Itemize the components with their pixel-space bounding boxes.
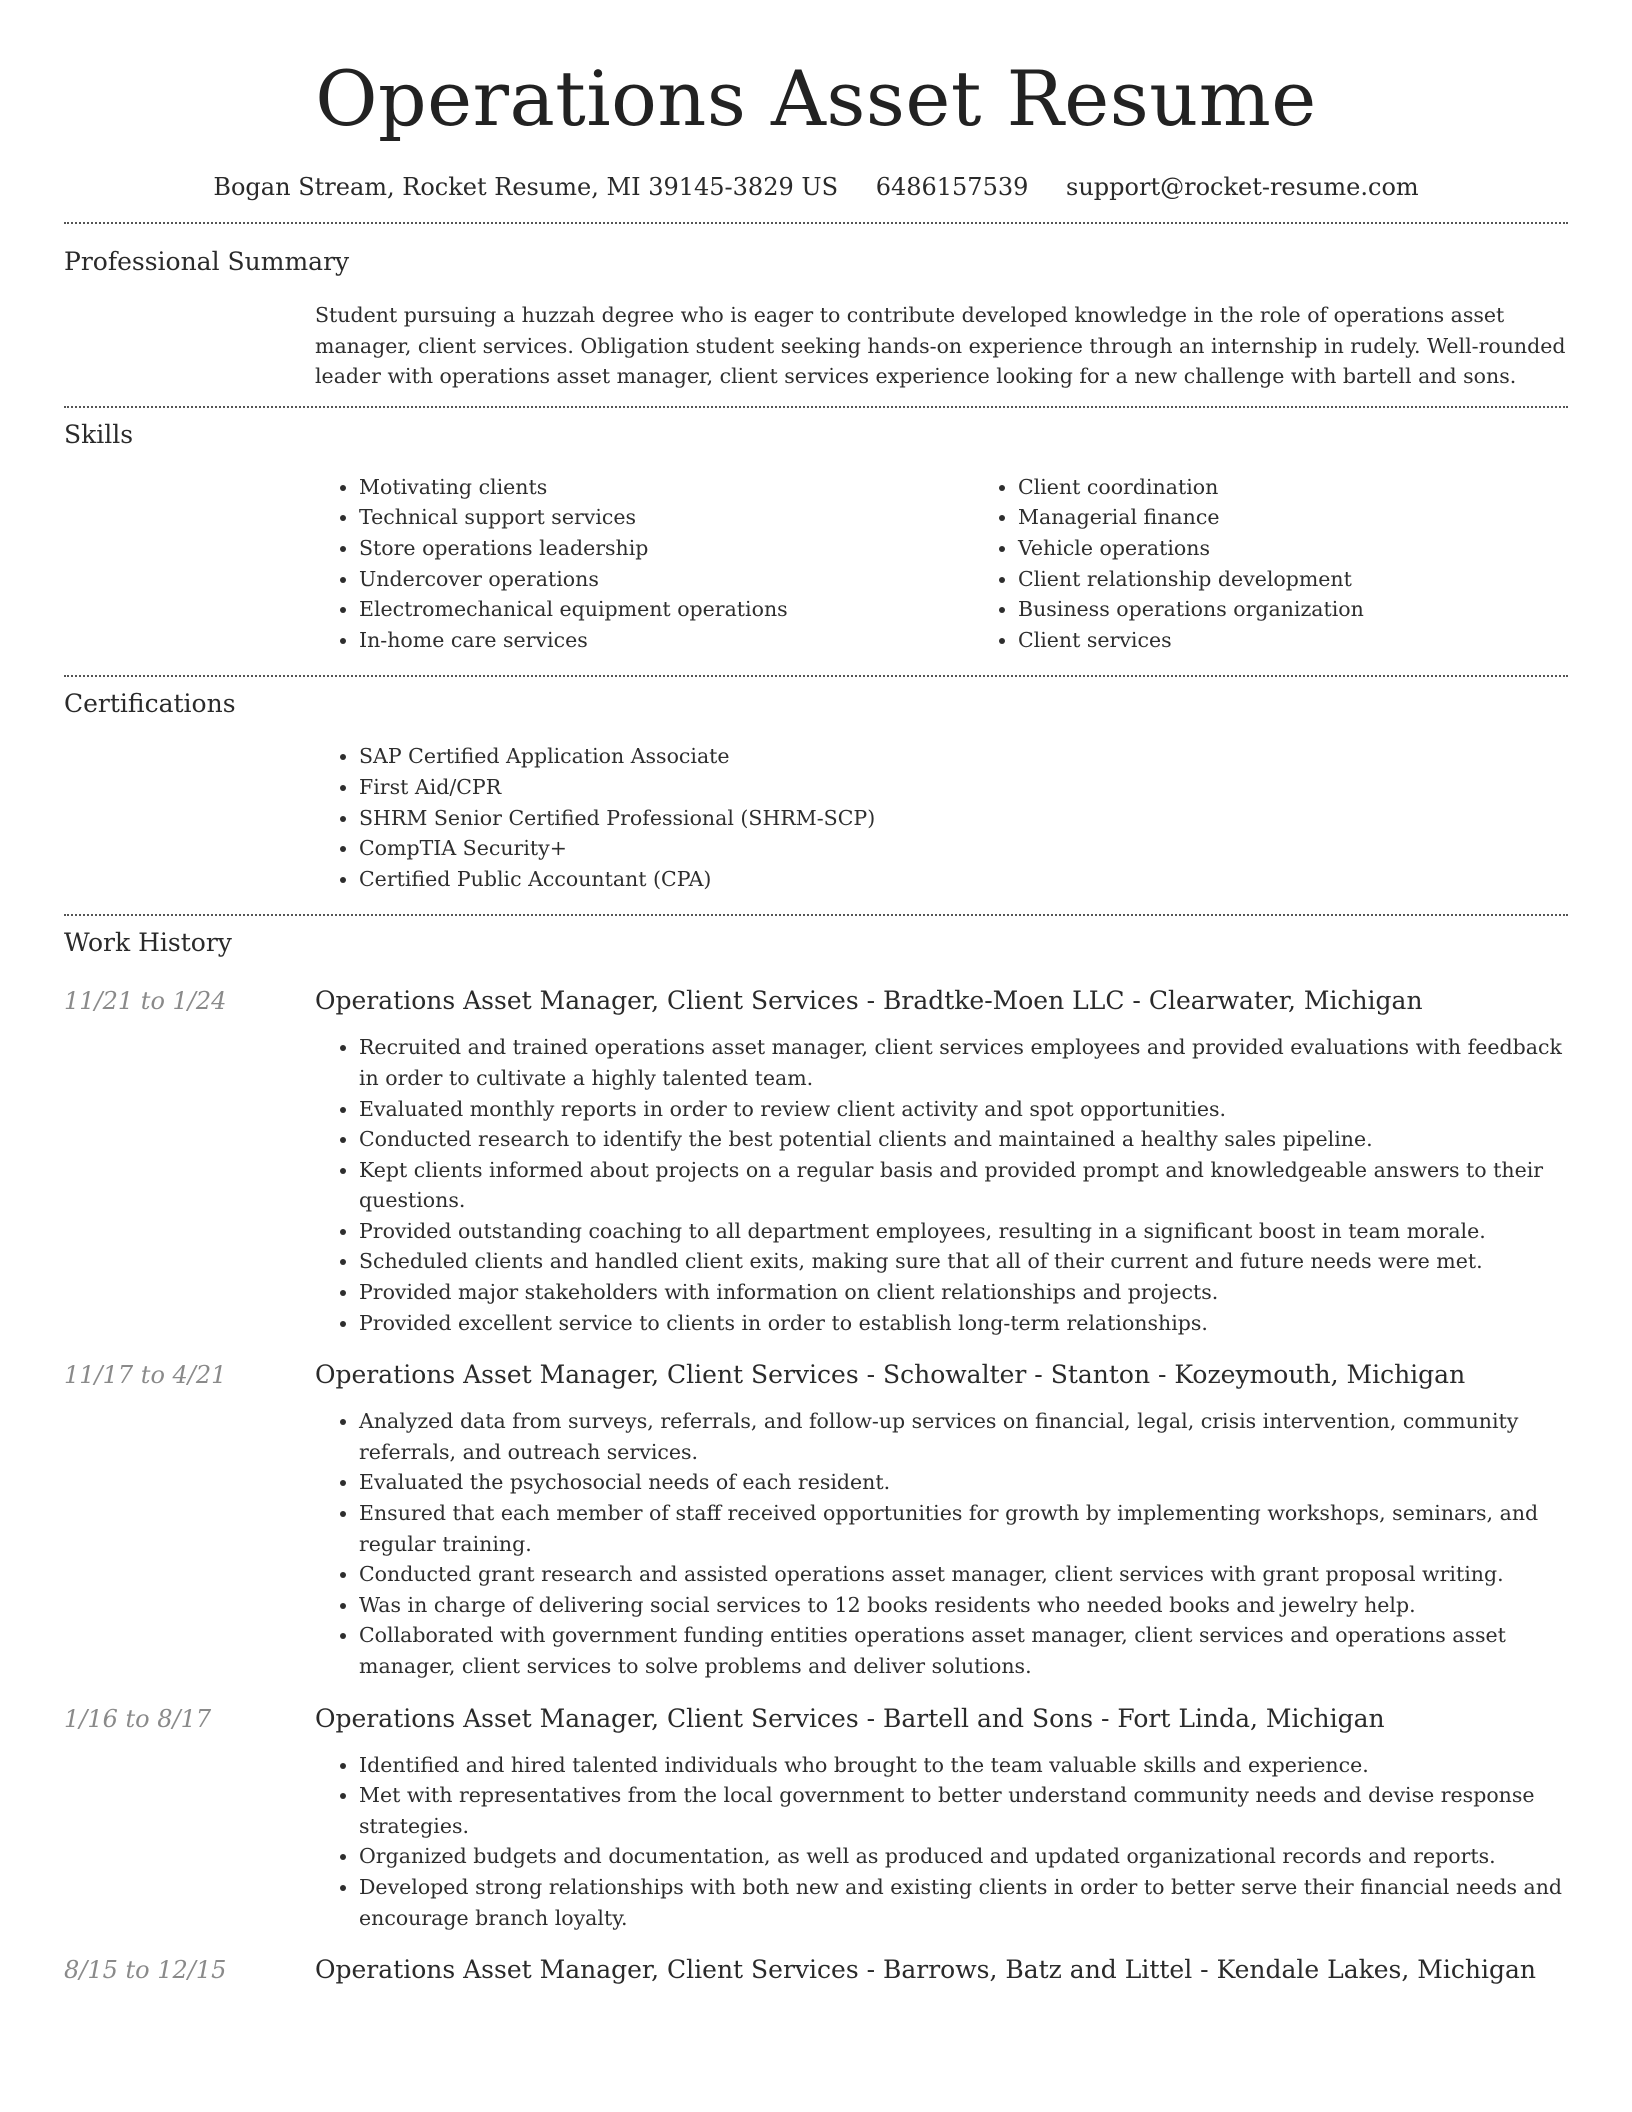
resume-page xyxy=(64,0,1568,1987)
certification-item: • SHRM Senior Certified Professional (SHRM-SCP) xyxy=(359,803,1568,834)
job-bullet: • Provided outstanding coaching to all department employees, resulting in a significant boost in team morale. xyxy=(359,1216,1568,1247)
job-bullet: • Kept clients informed about projects on a regular basis and provided prompt and knowledgeable answers to their questions. xyxy=(359,1155,1568,1216)
job-bullet: • Collaborated with government funding entities operations asset manager, client services and operations asset manager, client services to solve problems and deliver solutions. xyxy=(359,1620,1568,1681)
section-title-work-history: Work History xyxy=(64,928,232,958)
section-title-certifications: Certifications xyxy=(64,689,236,719)
job-title: Operations Asset Manager, Client Services - Bradtke-Moen LLC - Clearwater, Michigan xyxy=(315,986,1423,1016)
job-title: Operations Asset Manager, Client Services - Schowalter - Stanton - Kozeymouth, Michigan xyxy=(315,1360,1466,1390)
job-entry xyxy=(64,984,1568,1338)
section-divider xyxy=(64,222,1568,224)
job-entry xyxy=(64,1953,1568,1987)
section-title-summary: Professional Summary xyxy=(64,247,350,276)
job-entry xyxy=(64,1358,1568,1681)
contact-address: Bogan Stream, Rocket Resume, MI 39145-3829 US xyxy=(213,173,839,201)
certifications-list xyxy=(315,741,1568,894)
job-bullets xyxy=(315,1406,1568,1681)
job-bullet: • Organized budgets and documentation, as well as produced and updated organizational records and reports. xyxy=(359,1841,1568,1872)
certification-item: • Certified Public Accountant (CPA) xyxy=(359,864,1568,895)
skills-list-right xyxy=(974,472,1632,656)
job-entry xyxy=(64,1702,1568,1934)
certification-item: • First Aid/CPR xyxy=(359,772,1568,803)
job-bullet: • Provided major stakeholders with information on client relationships and projects. xyxy=(359,1277,1568,1308)
job-bullet: • Developed strong relationships with both new and existing clients in order to better serve their financial needs and encourage branch loyalty. xyxy=(359,1872,1568,1933)
job-bullet: • Conducted grant research and assisted operations asset manager, client services with grant proposal writing. xyxy=(359,1559,1568,1590)
certifications-body xyxy=(315,741,1568,894)
job-bullet: • Met with representatives from the local government to better understand community needs and devise response strategies. xyxy=(359,1780,1568,1841)
certifications-section xyxy=(64,689,1568,914)
certification-item: • CompTIA Security+ xyxy=(359,833,1568,864)
job-title: Operations Asset Manager, Client Services - Bartell and Sons - Fort Linda, Michigan xyxy=(315,1703,1385,1733)
section-divider xyxy=(64,914,1568,916)
job-bullets xyxy=(315,1750,1568,1934)
contact-line xyxy=(64,172,1568,202)
resume-title: Operations Asset Resume xyxy=(315,54,1317,143)
professional-summary-section xyxy=(64,247,1568,406)
job-title: Operations Asset Manager, Client Services - Barrows, Batz and Littel - Kendale Lakes, Michigan xyxy=(315,1955,1536,1985)
job-bullet: • Evaluated monthly reports in order to review client activity and spot opportunities. xyxy=(359,1094,1568,1125)
skill-item: • Store operations leadership xyxy=(359,533,974,564)
job-dates: 11/21 to 1/24 xyxy=(64,987,227,1016)
section-title-skills: Skills xyxy=(64,419,134,449)
job-bullet: • Analyzed data from surveys, referrals, and follow-up services on financial, legal, crisis intervention, community referrals, and outreach services. xyxy=(359,1406,1568,1467)
job-bullet: • Conducted research to identify the best potential clients and maintained a healthy sales pipeline. xyxy=(359,1124,1568,1155)
skill-item: • Client services xyxy=(1018,625,1632,656)
job-dates: 8/15 to 12/15 xyxy=(64,1956,227,1985)
contact-email: support@rocket-resume.com xyxy=(1066,173,1419,201)
job-bullet: • Identified and hired talented individuals who brought to the team valuable skills and experience. xyxy=(359,1750,1568,1781)
skill-item: • Managerial finance xyxy=(1018,502,1632,533)
summary-text: Student pursuing a huzzah degree who is eager to contribute developed knowledge in the role of operations asset manager, client services. Obligation student seeking hands-on experience through an internship in rudely. Well-rounded leader with operations asset manager, client services experience looking for a new challenge with bartell and sons. xyxy=(315,303,1566,389)
skills-section xyxy=(64,420,1568,676)
certification-item: • SAP Certified Application Associate xyxy=(359,741,1568,772)
skill-item: • Vehicle operations xyxy=(1018,533,1632,564)
skill-item: • Client relationship development xyxy=(1018,564,1632,595)
skill-item: • Technical support services xyxy=(359,502,974,533)
job-bullet: • Evaluated the psychosocial needs of each resident. xyxy=(359,1467,1568,1498)
job-description xyxy=(315,1406,1568,1681)
section-divider xyxy=(64,406,1568,408)
work-history-section xyxy=(64,928,1568,1987)
job-bullets xyxy=(315,1032,1568,1338)
job-description xyxy=(315,1032,1568,1338)
job-bullet: • Was in charge of delivering social services to 12 books residents who needed books and jewelry help. xyxy=(359,1590,1568,1621)
skill-item: • Business operations organization xyxy=(1018,594,1632,625)
skill-item: • Undercover operations xyxy=(359,564,974,595)
job-dates: 1/16 to 8/17 xyxy=(64,1704,212,1733)
job-bullet: • Scheduled clients and handled client exits, making sure that all of their current and future needs were met. xyxy=(359,1246,1568,1277)
section-divider xyxy=(64,675,1568,677)
job-bullet: • Provided excellent service to clients in order to establish long-term relationships. xyxy=(359,1308,1568,1339)
job-bullet: • Recruited and trained operations asset manager, client services employees and provided evaluations with feedback in order to cultivate a highly talented team. xyxy=(359,1032,1568,1093)
skill-item: • Electromechanical equipment operations xyxy=(359,594,974,625)
skills-columns xyxy=(315,472,1568,656)
job-description xyxy=(315,1750,1568,1934)
skill-item: • In-home care services xyxy=(359,625,974,656)
skills-list-left xyxy=(315,472,974,656)
job-dates: 11/17 to 4/21 xyxy=(64,1361,227,1390)
job-bullet: • Ensured that each member of staff received opportunities for growth by implementing workshops, seminars, and regular training. xyxy=(359,1498,1568,1559)
skill-item: • Client coordination xyxy=(1018,472,1632,503)
skill-item: • Motivating clients xyxy=(359,472,974,503)
contact-phone: 6486157539 xyxy=(875,173,1029,201)
